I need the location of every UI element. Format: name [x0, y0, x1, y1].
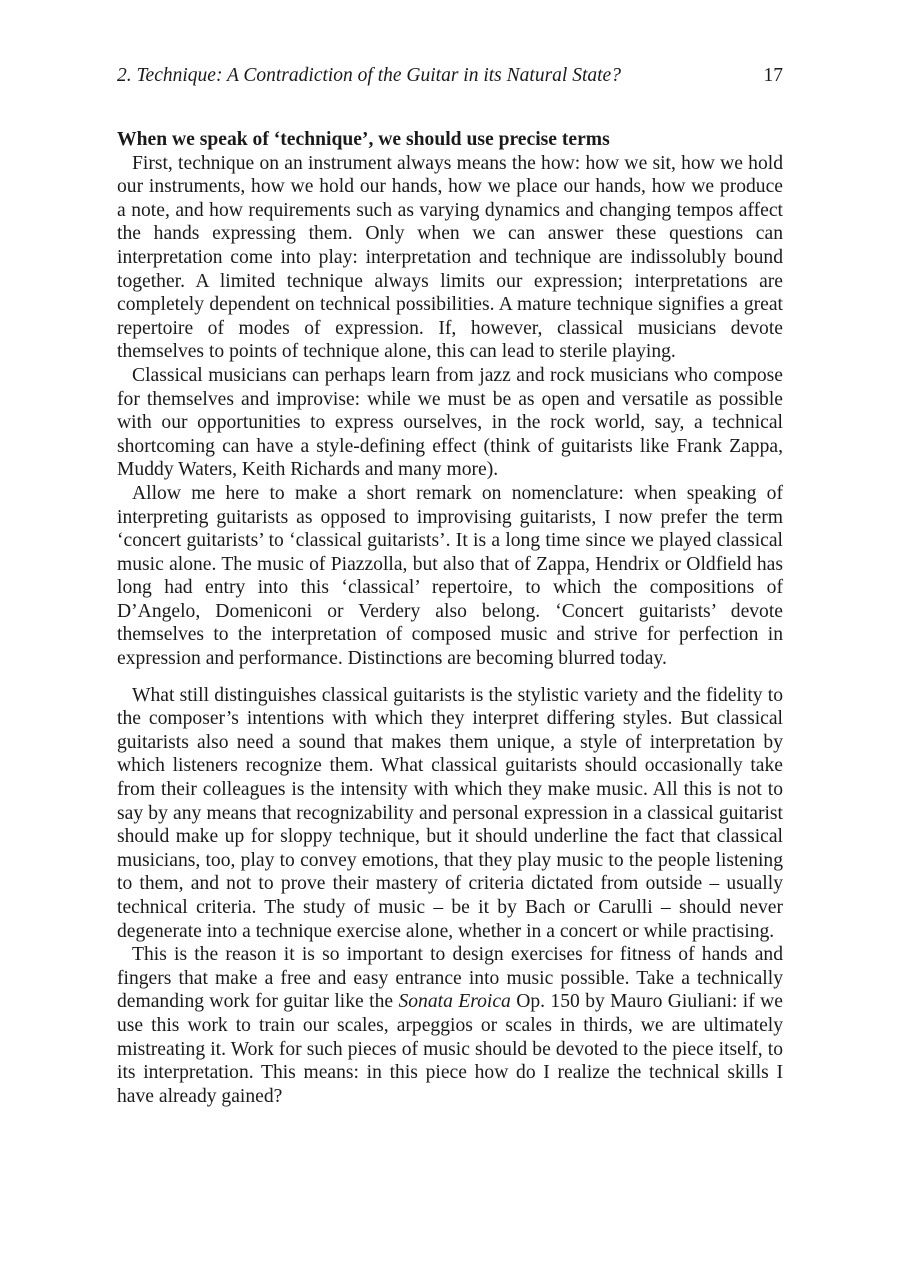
paragraph-4: What still distinguishes classical guitarists is the stylistic variety and the fidelity to the composer’s intentions with which they interpret differing styles. But classical guitarists also need a sound that makes them unique, a style of interpretation by which listeners recognize them. What classical guitarists should occasionally take from their colleagues is the intensity with which they make music. All this is not to say by any means that recognizability and personal expression in a classical guitarist should make up for sloppy technique, but it should underline the fact that classical musicians, too, play to convey emotions, that they play music to the people listening to them, and not to prove their mastery of criteria dictated from outside – usually technical criteria. The study of music – be it by Bach or Carulli – should never degenerate into a technique exercise alone, whether in a concert or while practising. [117, 684, 783, 942]
paragraph-5 [117, 943, 783, 1108]
paragraph-5-part-2: Op. 150 by Mauro Giuliani: if we use this work to train our scales, arpeggios or scales in thirds, we are ultimately mistreating it. Work for such pieces of music should be devoted to the piece itself, to its interpretation. This means: in this piece how do I realize the technical skills I have already gained? [117, 991, 783, 1107]
running-head [117, 62, 783, 90]
paragraph-1: First, technique on an instrument always means the how: how we sit, how we hold our instruments, how we hold our hands, how we place our hands, how we produce a note, and how requirements such as varying dynamics and changing tempos affect the hands expressing them. Only when we can answer these questions can interpretation come into play: interpretation and technique are indissolubly bound together. A limited technique always limits our expression; interpretations are completely dependent on technical possibilities. A mature technique signifies a great repertoire of modes of expression. If, however, classical musicians devote themselves to points of technique alone, this can lead to sterile playing. [117, 152, 783, 363]
paragraph-5-part-1: This is the reason it is so important to design exercises for fitness of hands and fingers that make a free and easy entrance into music possible. Take a technically demanding work for guitar like the [117, 944, 783, 1013]
body-text [117, 128, 783, 1108]
running-title: 2. Technique: A Contradiction of the Guitar in its Natural State? [117, 65, 621, 86]
work-title: Sonata Eroica [398, 991, 511, 1013]
section-heading: When we speak of ‘technique’, we should use precise terms [117, 129, 610, 150]
page-number: 17 [763, 65, 783, 86]
paragraph-3: Allow me here to make a short remark on nomenclature: when speaking of interpreting guitarists as opposed to improvising guitarists, I now prefer the term ‘concert guitarists’ to ‘classical guitarists’. It is a long time since we played classical music alone. The music of Piazzolla, but also that of Zappa, Hendrix or Oldfield has long had entry into this ‘classical’ repertoire, to which the compositions of D’Angelo, Domeniconi or Verdery also belong. ‘Concert guitarists’ devote themselves to the interpretation of composed music and strive for perfection in expression and performance. Distinctions are becoming blurred today. [117, 482, 783, 670]
paragraph-2: Classical musicians can perhaps learn from jazz and rock musicians who compose for themselves and improvise: while we must be as open and versatile as possible with our opportunities to express ourselves, in the rock world, say, a technical shortcoming can have a style-defining effect (think of guitarists like Frank Zappa, Muddy Waters, Keith Richards and many more). [117, 364, 783, 481]
